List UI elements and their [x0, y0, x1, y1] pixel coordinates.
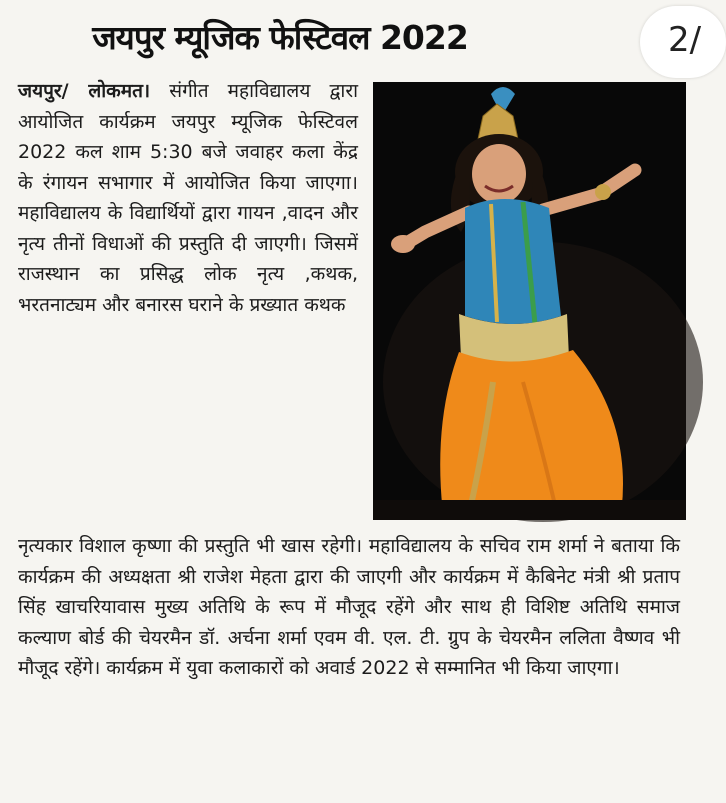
article-continuation: नृत्यकार विशाल कृष्णा की प्रस्तुति भी खास रहेगी। महाविद्यालय के सचिव राम शर्मा ने बताया कि कार्यक्रम की अध्यक्षता श्री राजेश मेहता द्वारा की जाएगी और कार्यक्रम में कैबिनेट मंत्री श्री प्रताप सिंह खाचरियावास मुख्य अतिथि के रूप में मौजूद रहेंगे और साथ ही विशिष्ट अतिथि समाज कल्याण बोर्ड की चेयरमैन डॉ. अर्चना शर्मा एवम वी. एल. टी. ग्रुप के चेयरमैन ललिता वैष्णव भी मौजूद रहेंगे। कार्यक्रम में युवा कलाकारों को अवार्ड 2022 से सम्मानित भी किया जाएगा। — [18, 535, 680, 679]
article-column — [18, 76, 358, 320]
column-body: संगीत महाविद्यालय द्वारा आयोजित कार्यक्रम जयपुर म्यूजिक फेस्टिवल 2022 कल शाम 5:30 बजे जवाहर कला केंद्र के रंगायन सभागार में आयोजित किया जाएगा। महाविद्यालय के विद्यार्थियों द्वारा गायन ,वादन और नृत्य तीनों विधाओं की प्रस्तुति दी जाएगी। जिसमें राजस्थान का प्रसिद्ध लोक नृत्य ,कथक, भरतनाट्यम और बनारस घराने के प्रख्यात कथक — [18, 80, 359, 316]
dancer-photo — [373, 82, 686, 520]
headline: जयपुर म्यूजिक फेस्टिवल 2022 — [92, 18, 468, 57]
page-number-badge — [640, 6, 726, 78]
dateline: जयपुर/ लोकमत। — [18, 80, 151, 102]
page-number: 2/ — [668, 20, 702, 60]
dancer-illustration — [373, 82, 686, 520]
